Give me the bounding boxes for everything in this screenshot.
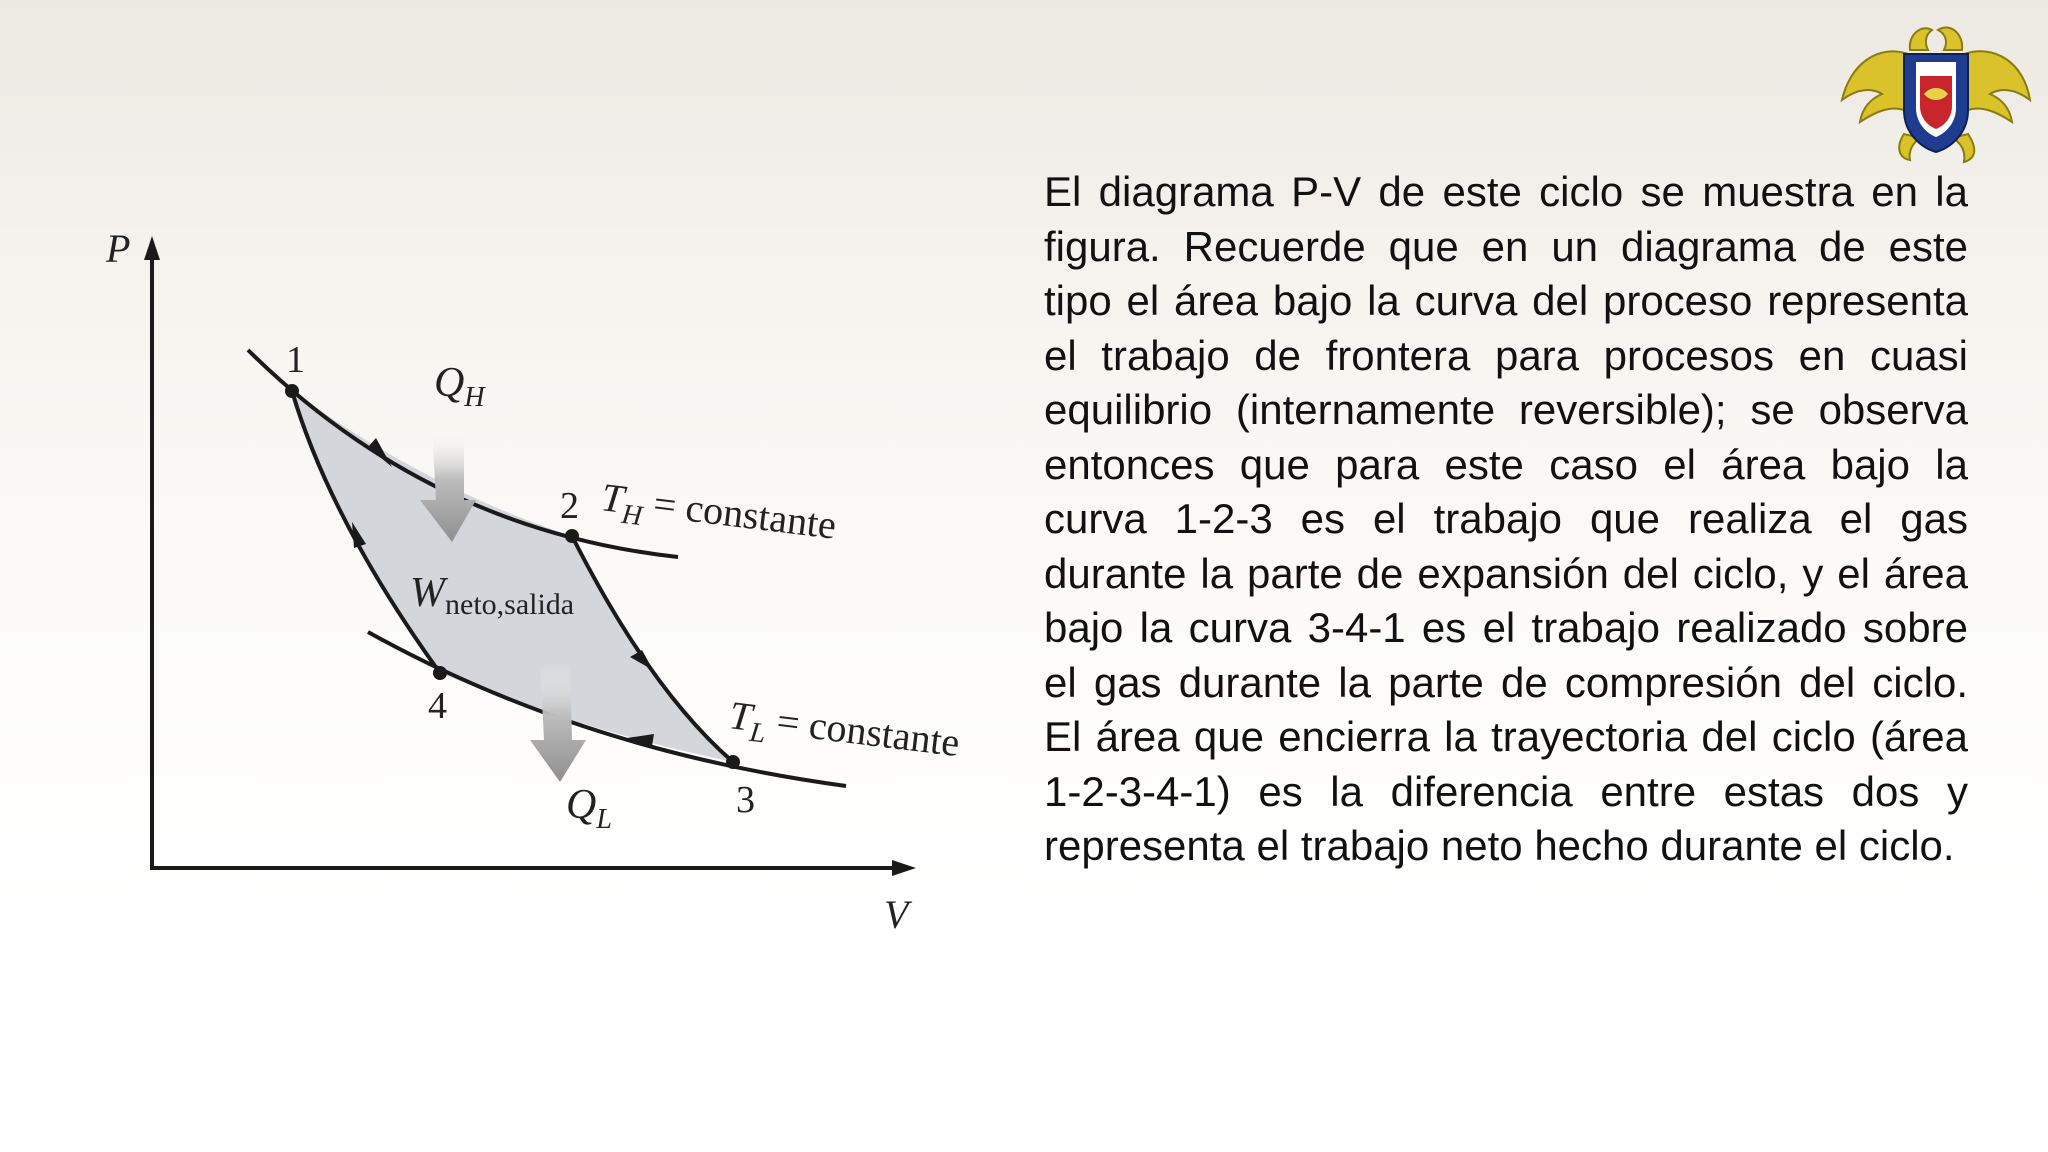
th-constant-label: $T_H$ = constante [598,474,839,548]
heat-out-label: $Q_L$ [566,782,612,835]
state-point-3 [726,755,740,769]
pv-diagram [0,0,1010,960]
explanation-paragraph: El diagrama P-V de este ciclo se muestra en la figura. Recuerde que en un diagrama de este tipo el área bajo la curva del proceso representa el trabajo de frontera para procesos en cuasi equilibrio (internamente reversible); se observa entonces que para este caso el área bajo la curva 1-2-3 es el trabajo que realiza el gas durante la parte de expansión del ciclo, y el área bajo la curva 3-4-1 es el trabajo realizado sobre el gas durante la parte de compresión del ciclo. El área que encierra la trayectoria del ciclo (área 1-2-3-4-1) es la diferencia entre estas dos y representa el trabajo neto hecho durante el ciclo. [1044,168,1968,869]
net-work-label: Wneto,salida [410,570,575,621]
v-axis-label: V [884,892,909,937]
state-point-2 [565,529,579,543]
heat-in-label: $Q_H$ [434,360,485,413]
tl-constant-label: $T_L$ = constante [726,692,963,766]
university-eagle-crest-icon [1838,14,2034,166]
state-point-4 [433,666,447,680]
cycle-area [292,391,733,762]
point-label-1: 1 [286,339,305,381]
point-label-2: 2 [560,485,579,527]
p-axis-arrowhead [144,236,160,260]
state-point-1 [285,384,299,398]
point-label-4: 4 [428,685,447,727]
p-axis-label: P [106,226,131,271]
point-label-3: 3 [736,779,755,821]
v-axis-arrowhead [892,860,916,876]
